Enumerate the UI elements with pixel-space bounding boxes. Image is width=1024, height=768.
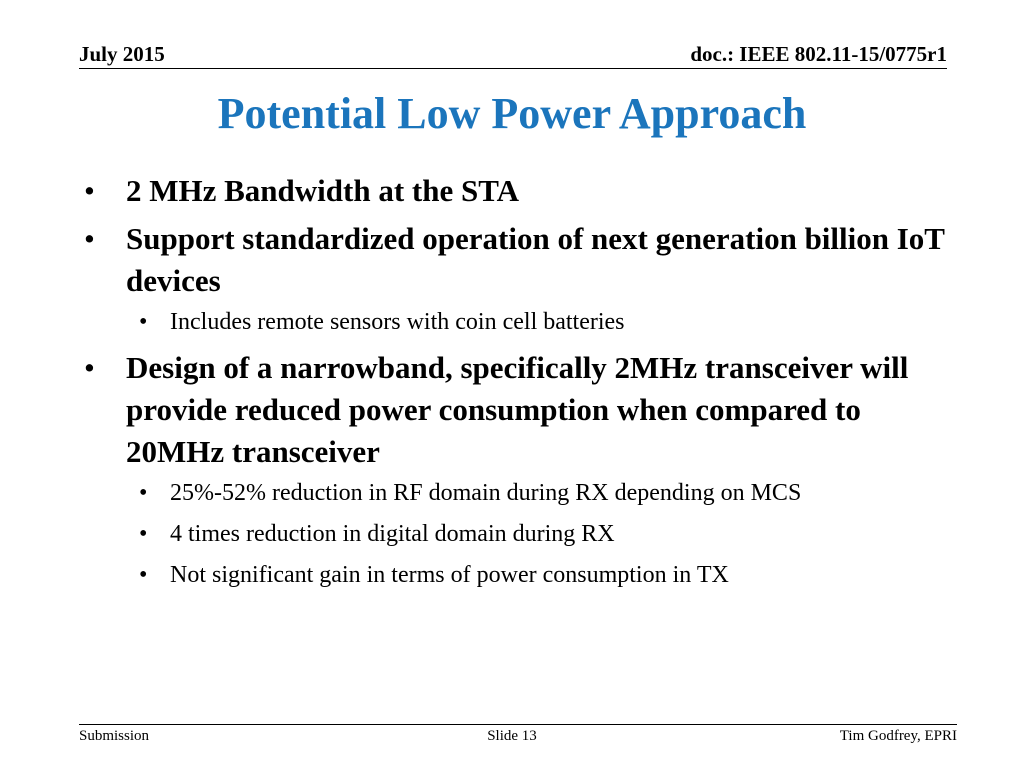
sub-bullet-icon: •	[139, 521, 148, 547]
header-divider	[79, 68, 947, 69]
footer-divider	[79, 724, 957, 725]
bullet-icon: •	[84, 350, 95, 385]
bullet-icon: •	[84, 221, 95, 256]
bullet-text: Design of a narrowband, specifically 2MHz transceiver will provide reduced power consumption when compared to 20MHz transceiver	[126, 350, 909, 469]
sub-bullet-text: Includes remote sensors with coin cell batteries	[170, 309, 625, 335]
bullet-text: Support standardized operation of next generation billion IoT devices	[126, 221, 945, 298]
sub-bullet-text: Not significant gain in terms of power consumption in TX	[170, 562, 729, 588]
sub-bullet-item	[84, 518, 964, 550]
header-date: July 2015	[79, 42, 165, 66]
bullet-item	[84, 170, 964, 212]
bullet-text: 2 MHz Bandwidth at the STA	[126, 173, 519, 208]
slide-body	[84, 170, 964, 600]
sub-bullet-item	[84, 559, 964, 591]
sub-bullet-icon: •	[139, 480, 148, 506]
header-doc-id: doc.: IEEE 802.11-15/0775r1	[690, 42, 947, 66]
slide-title: Potential Low Power Approach	[217, 89, 807, 138]
bullet-icon: •	[84, 173, 95, 208]
sub-bullet-list	[84, 477, 964, 591]
footer-submission: Submission	[79, 728, 150, 744]
sub-bullet-item	[84, 477, 964, 509]
sub-bullet-icon: •	[139, 562, 148, 588]
sub-bullet-text: 25%-52% reduction in RF domain during RX depending on MCS	[170, 480, 802, 506]
sub-bullet-list	[84, 306, 964, 338]
sub-bullet-item	[84, 306, 964, 338]
bullet-item	[84, 347, 964, 473]
bullet-item	[84, 218, 964, 302]
sub-bullet-text: 4 times reduction in digital domain during RX	[170, 521, 615, 547]
sub-bullet-icon: •	[139, 309, 148, 335]
footer-slide-number: Slide 13	[487, 728, 537, 744]
footer-author: Tim Godfrey, EPRI	[839, 728, 957, 744]
